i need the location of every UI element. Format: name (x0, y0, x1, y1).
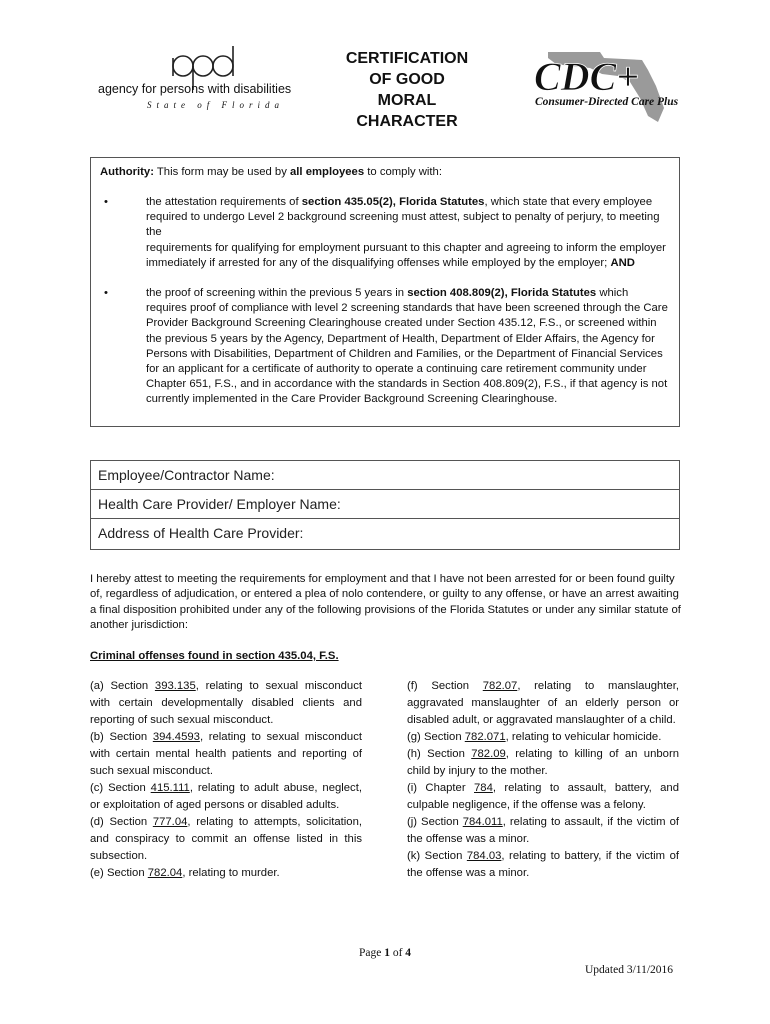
offense-description: , relating to manslaughter, aggravated manslaughter of an elderly person or disabled adult, or aggravated manslaughter of a child. (407, 680, 679, 726)
offenses-right-column (407, 678, 679, 882)
authority-bullet-2 (146, 286, 671, 408)
employee-name-field[interactable]: Employee/Contractor Name: (91, 461, 679, 490)
offense-prefix: (g) Section (407, 731, 465, 743)
offense-prefix: (b) Section (90, 731, 153, 743)
offense-item (407, 780, 679, 814)
offense-prefix: (h) Section (407, 748, 472, 760)
offense-prefix: (c) Section (90, 782, 151, 794)
statute-reference: 784.03 (466, 850, 502, 862)
offense-description: , relating to assault, battery, and culpable negligence, if the offense was a felony. (407, 782, 679, 811)
bullet-1-and: AND (610, 256, 635, 269)
offense-description: , relating to adult abuse, neglect, or exploitation of aged persons or disabled adults. (90, 782, 362, 811)
apd-agency-name: agency for persons with disabilities (98, 82, 292, 96)
offense-description: , relating to killing of an unborn child by injury to the mother. (407, 748, 679, 777)
bullet-1-text-cont2: requirements for qualifying for employment pursuant to this chapter and agreeing to inform the employer immediately if arrested for any of the disqualifying offenses while employed by the employer; (146, 241, 666, 269)
page-current: 1 (384, 947, 390, 959)
offense-description: , relating to vehicular homicide. (505, 731, 662, 743)
offense-description: , relating to sexual misconduct with certain mental health patients and reporting of such sexual misconduct. (90, 731, 362, 777)
statute-reference: 415.111 (150, 782, 190, 794)
offense-item (407, 814, 679, 848)
bullet-2-text-cont: which requires proof of compliance with level 2 screening standards that have been screened through the Care Provider Background Screening Clearinghouse created under Section 435.12, F.S., or screened within the previous 5 years by the Agency, Department of Health, Department of Elder Affairs, the Agency for Persons with Disabilities, Department of Children and Families, or the Department of Financial Services for an applicant for a certificate of authority to operate a continuing care retirement community under Chapter 651, F.S., and in accordance with the standards in Section 408.809(2), F.S., if that agency is not currently implemented in the Care Provider Background Screening Clearinghouse. (146, 287, 668, 406)
apd-state-of-florida: State of Florida (147, 100, 284, 110)
cdc-mark: CDC+ (534, 54, 640, 99)
offense-item (407, 848, 679, 882)
statute-reference: 782.07 (482, 680, 518, 692)
bullet-1-text-cont: , which state that every employee required to undergo Level 2 background screening must attest, subject to penalty of perjury, to meeting the (146, 196, 660, 239)
offense-description: , relating to attempts, solicitation, and conspiracy to commit an offense listed in this subsection. (90, 816, 363, 862)
statute-reference: 394.4593 (152, 731, 200, 743)
statute-reference: 784.011 (462, 816, 503, 828)
criminal-offenses-heading: Criminal offenses found in section 435.04, F.S. (90, 650, 339, 662)
attestation-statement: I hereby attest to meeting the requirements for employment and that I have not been arrested for or been found guilty of, regardless of adjudication, or entered a plea of nolo contendere, or guilty to any offense, or have an arrest awaiting a final disposition prohibited under any of the following provisions of the Florida Statutes or under any similar statute of another jurisdiction: (90, 573, 681, 631)
employer-name-field[interactable]: Health Care Provider/ Employer Name: (91, 490, 679, 519)
authority-label: Authority: (100, 166, 154, 178)
authority-bullet-1 (146, 195, 671, 271)
offense-prefix: (f) Section (407, 680, 483, 692)
page-label: Page (358, 947, 385, 959)
provider-info-box (90, 460, 680, 550)
offense-item (90, 780, 362, 814)
offense-description: , relating to sexual misconduct with certain developmentally disabled clients and reporting of such sexual misconduct. (90, 680, 362, 726)
offense-item (90, 814, 362, 865)
offense-item (407, 678, 679, 729)
provider-address-field[interactable]: Address of Health Care Provider: (98, 525, 304, 541)
offense-prefix: (e) Section (90, 867, 148, 879)
authority-intro (100, 165, 442, 180)
updated-date: Updated 3/11/2016 (585, 964, 674, 976)
bullet-2-text: the proof of screening within the previous 5 years in (146, 287, 408, 299)
offense-description: , relating to assault, if the victim of the offense was a minor. (407, 816, 679, 845)
statute-reference: 782.09 (471, 748, 506, 760)
offense-prefix: (j) Section (407, 816, 463, 828)
title-line: CERTIFICATION (345, 50, 469, 67)
offenses-left-column (90, 678, 362, 882)
offense-description: , relating to battery, if the victim of the offense was a minor. (407, 850, 679, 879)
bullet-marker: • (104, 196, 108, 208)
page-number (0, 947, 770, 959)
offense-item (407, 729, 679, 746)
bullet-marker: • (104, 287, 108, 299)
offense-item (90, 729, 362, 780)
authority-intro-text: This form may be used by (153, 166, 291, 178)
offense-description: , relating to murder. (182, 867, 280, 879)
page-total: 4 (405, 947, 412, 959)
offense-prefix: (d) Section (90, 816, 153, 828)
statute-reference: 782.071 (464, 731, 506, 743)
statute-reference: 777.04 (152, 816, 188, 828)
authority-intro-text-end: to comply with: (364, 166, 442, 178)
offense-item (90, 678, 362, 729)
cdc-plus-logo (530, 46, 680, 126)
offense-prefix: (a) Section (90, 680, 155, 692)
title-line: OF GOOD (369, 71, 445, 88)
offense-item (90, 865, 362, 882)
statute-reference: 784 (474, 782, 493, 794)
statute-reference: 393.135 (154, 680, 196, 692)
bullet-1-text: the attestation requirements of (146, 196, 302, 208)
page-of: of (389, 947, 406, 959)
authority-intro-bold: all employees (290, 166, 365, 178)
bullet-1-statute: section 435.05(2), Florida Statutes (301, 196, 485, 208)
authority-box (90, 157, 680, 427)
offense-prefix: (k) Section (407, 850, 467, 862)
offense-item (407, 746, 679, 780)
bullet-2-statute: section 408.809(2), Florida Statutes (407, 287, 597, 299)
offense-prefix: (i) Chapter (407, 782, 474, 794)
document-title (328, 48, 486, 132)
title-line: CHARACTER (356, 113, 458, 130)
cdc-tagline: Consumer-Directed Care Plus (535, 96, 679, 108)
title-line: MORAL (377, 92, 437, 109)
statute-reference: 782.04 (147, 867, 183, 879)
